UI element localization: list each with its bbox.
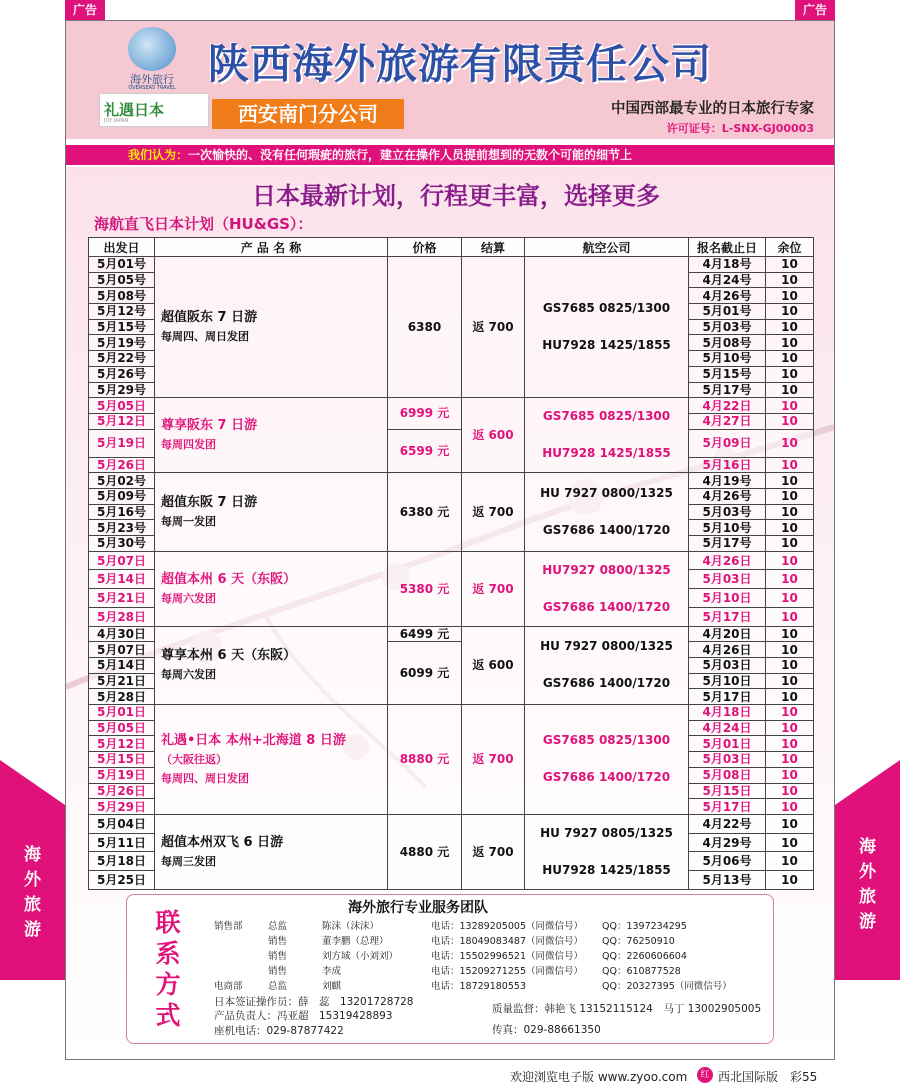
departure-date: 5月21日 xyxy=(89,589,155,608)
deadline: 5月15号 xyxy=(689,366,766,382)
departure-date: 5月02号 xyxy=(89,473,155,489)
departure-date: 5月23号 xyxy=(89,520,155,536)
fax-number: 传真：029-88661350 xyxy=(492,1024,601,1036)
seats-left: 10 xyxy=(766,457,814,473)
footer-badge: 红 xyxy=(697,1067,713,1083)
seats-left: 10 xyxy=(766,520,814,536)
flight: HU7928 1425/1855 xyxy=(542,446,671,461)
table-row xyxy=(89,551,814,570)
column-header: 价格 xyxy=(388,238,462,257)
advertisement-page xyxy=(65,20,835,1060)
settlement: 返 600 xyxy=(462,626,525,704)
settlement: 返 700 xyxy=(462,551,525,626)
departure-date: 5月05号 xyxy=(89,272,155,288)
staff-name: 陈沫（沫沫） xyxy=(322,921,380,932)
price: 6499 元 xyxy=(388,626,462,642)
deadline: 5月03日 xyxy=(689,752,766,768)
product-name-cell xyxy=(155,551,388,626)
side-right-char: 游 xyxy=(859,912,876,932)
airline-cell xyxy=(525,814,689,889)
deadline: 5月03日 xyxy=(689,658,766,674)
seats-left: 10 xyxy=(766,413,814,429)
departure-date: 5月26日 xyxy=(89,783,155,799)
seats-left: 10 xyxy=(766,736,814,752)
motto-lead: 我们认为： xyxy=(128,148,189,162)
seats-left: 10 xyxy=(766,607,814,626)
seats-left: 10 xyxy=(766,673,814,689)
departure-date: 5月28日 xyxy=(89,607,155,626)
deadline: 4月27日 xyxy=(689,413,766,429)
departure-date: 5月09号 xyxy=(89,488,155,504)
product-name-cell xyxy=(155,814,388,889)
product-name-cell xyxy=(155,398,388,473)
deadline: 4月20日 xyxy=(689,626,766,642)
seats-left: 10 xyxy=(766,658,814,674)
contact-label-char: 系 xyxy=(155,939,181,968)
side-left-char: 游 xyxy=(24,920,41,940)
departure-date: 5月01号 xyxy=(89,257,155,273)
settlement: 返 700 xyxy=(462,257,525,398)
departure-date: 5月30号 xyxy=(89,535,155,551)
departure-date: 5月12号 xyxy=(89,304,155,320)
departure-date: 5月08号 xyxy=(89,288,155,304)
price: 6380 元 xyxy=(388,473,462,551)
departure-date: 5月19日 xyxy=(89,429,155,457)
flight: HU7928 1425/1855 xyxy=(542,338,671,353)
staff-role: 销售 xyxy=(268,936,288,947)
settlement: 返 600 xyxy=(462,398,525,473)
table-row xyxy=(89,626,814,642)
license-number: 许可证号：L-SNX-GJ00003 xyxy=(666,122,814,135)
departure-date: 5月05日 xyxy=(89,720,155,736)
staff-name: 董李鹏（总理） xyxy=(322,936,389,947)
quality-supervisor: 质量监督：韩艳飞 13152115124 马丁 13002905005 xyxy=(492,1003,762,1015)
product-name: 超值本州 6 天（东阪） xyxy=(161,571,297,587)
product-name: 尊享阪东 7 日游 xyxy=(161,418,258,434)
staff-qq: QQ：76250910 xyxy=(602,936,675,947)
departure-date: 5月05日 xyxy=(89,398,155,414)
table-row xyxy=(89,398,814,414)
seats-left: 10 xyxy=(766,589,814,608)
departure-date: 5月22号 xyxy=(89,351,155,367)
product-name-cell xyxy=(155,626,388,704)
deadline: 5月10日 xyxy=(689,673,766,689)
product-name: 超值东阪 7 日游 xyxy=(161,494,258,510)
deadline: 5月10日 xyxy=(689,589,766,608)
product-schedule: 每周四、周日发团 xyxy=(161,771,249,785)
deadline: 5月03号 xyxy=(689,504,766,520)
contact-label-char: 式 xyxy=(155,1001,181,1030)
flight: HU7928 1425/1855 xyxy=(542,862,671,877)
flight: GS7686 1400/1720 xyxy=(542,676,671,691)
logo-subtitle: OVERSEAS TRAVEL xyxy=(128,85,176,91)
departure-date: 5月28日 xyxy=(89,689,155,705)
seats-left: 10 xyxy=(766,535,814,551)
product-schedule: 每周四、周日发团 xyxy=(161,330,249,344)
deadline: 4月26号 xyxy=(689,488,766,504)
company-name: 陕西海外旅游有限责任公司 xyxy=(208,40,712,88)
staff-phone: 电话：13289205005（同微信号） xyxy=(431,921,583,932)
price: 8880 元 xyxy=(388,705,462,815)
price: 4880 元 xyxy=(388,814,462,889)
staff-qq: QQ：20327395（同微信号） xyxy=(602,981,732,992)
departure-date: 5月26日 xyxy=(89,457,155,473)
ad-label-right: 广告 xyxy=(795,0,835,20)
seats-left: 10 xyxy=(766,720,814,736)
deadline: 4月18号 xyxy=(689,257,766,273)
departure-date: 5月25日 xyxy=(89,871,155,890)
main-title: 日本最新计划，行程更丰富，选择更多 xyxy=(252,182,660,210)
staff-qq: QQ：610877528 xyxy=(602,966,681,977)
staff-name: 刘麒 xyxy=(322,981,342,992)
seats-left: 10 xyxy=(766,473,814,489)
seats-left: 10 xyxy=(766,257,814,273)
deadline: 4月26日 xyxy=(689,642,766,658)
seats-left: 10 xyxy=(766,833,814,852)
seats-left: 10 xyxy=(766,429,814,457)
logo-name: 海外旅行 xyxy=(130,73,174,86)
departure-date: 5月11日 xyxy=(89,833,155,852)
column-header: 余位 xyxy=(766,238,814,257)
settlement: 返 700 xyxy=(462,814,525,889)
logo-swirl-icon xyxy=(128,27,176,71)
departure-date: 5月16号 xyxy=(89,504,155,520)
side-label-left xyxy=(0,843,65,943)
staff-phone: 电话：15209271255（同微信号） xyxy=(431,966,583,977)
product-name: 超值本州双飞 6 日游 xyxy=(161,834,284,850)
seats-left: 10 xyxy=(766,504,814,520)
deadline: 5月17日 xyxy=(689,689,766,705)
seats-left: 10 xyxy=(766,382,814,398)
side-right-char: 旅 xyxy=(859,887,876,907)
deadline: 4月18日 xyxy=(689,705,766,721)
seats-left: 10 xyxy=(766,351,814,367)
deadline: 4月26号 xyxy=(689,288,766,304)
product-name: 礼遇•日本 本州+北海道 8 日游 xyxy=(161,732,346,748)
deadline: 5月17日 xyxy=(689,799,766,815)
staff-name: 刘方域（小刘刘） xyxy=(322,951,399,962)
staff-phone: 电话：18729180553 xyxy=(431,981,526,992)
price: 6599 元 xyxy=(388,429,462,473)
airline-cell xyxy=(525,473,689,551)
deadline: 4月26日 xyxy=(689,551,766,570)
seats-left: 10 xyxy=(766,288,814,304)
departure-date: 4月30日 xyxy=(89,626,155,642)
airline-cell xyxy=(525,398,689,473)
departure-date: 5月19号 xyxy=(89,335,155,351)
deadline: 5月09日 xyxy=(689,429,766,457)
flight: GS7686 1400/1720 xyxy=(542,522,671,537)
staff-role: 总监 xyxy=(268,921,288,932)
staff-qq: QQ：2260606604 xyxy=(602,951,687,962)
seats-left: 10 xyxy=(766,814,814,833)
flight: GS7686 1400/1720 xyxy=(542,599,671,614)
column-header: 结算 xyxy=(462,238,525,257)
tagline: 中国西部最专业的日本旅行专家 xyxy=(611,101,814,117)
table-row xyxy=(89,473,814,489)
contact-label-char: 方 xyxy=(155,970,181,999)
seats-left: 10 xyxy=(766,366,814,382)
deadline: 5月01日 xyxy=(689,736,766,752)
seats-left: 10 xyxy=(766,398,814,414)
departure-date: 5月01日 xyxy=(89,705,155,721)
departure-date: 5月07日 xyxy=(89,642,155,658)
table-body xyxy=(89,257,814,890)
product-schedule: 每周一发团 xyxy=(161,514,216,528)
product-route: （大阪往返） xyxy=(161,752,227,766)
seats-left: 10 xyxy=(766,752,814,768)
staff-role: 总监 xyxy=(268,981,288,992)
departure-date: 5月15号 xyxy=(89,319,155,335)
product-schedule: 每周三发团 xyxy=(161,854,216,868)
side-left-char: 海 xyxy=(24,845,41,865)
deadline: 5月17号 xyxy=(689,382,766,398)
settlement: 返 700 xyxy=(462,705,525,815)
staff-role: 销售 xyxy=(268,951,288,962)
deadline: 5月08号 xyxy=(689,335,766,351)
product-name-cell xyxy=(155,257,388,398)
table-row xyxy=(89,814,814,833)
flight: GS7685 0825/1300 xyxy=(542,733,671,748)
flight: HU 7927 0805/1325 xyxy=(540,825,673,840)
deadline: 5月16日 xyxy=(689,457,766,473)
staff-phone: 电话：15502996521（同微信号） xyxy=(431,951,583,962)
motto-text: 一次愉快的、没有任何瑕疵的旅行，建立在操作人员提前想到的无数个可能的细节上 xyxy=(188,148,633,162)
departure-date: 5月29号 xyxy=(89,382,155,398)
ad-label-left: 广告 xyxy=(65,0,105,20)
deadline: 5月06号 xyxy=(689,852,766,871)
settlement: 返 700 xyxy=(462,473,525,551)
flight: HU 7927 0800/1325 xyxy=(540,639,673,654)
table-row xyxy=(89,257,814,273)
branch-name: 西安南门分公司 xyxy=(212,99,404,129)
seats-left: 10 xyxy=(766,551,814,570)
staff-phone: 电话：18049083487（同微信号） xyxy=(431,936,583,947)
brand-logo-text: 礼遇日本 xyxy=(104,101,165,119)
flight: HU 7927 0800/1325 xyxy=(540,485,673,500)
column-header: 产 品 名 称 xyxy=(155,238,388,257)
side-left-char: 旅 xyxy=(24,895,41,915)
column-header: 出发日 xyxy=(89,238,155,257)
departure-date: 5月04日 xyxy=(89,814,155,833)
seats-left: 10 xyxy=(766,335,814,351)
staff-dept: 电商部 xyxy=(214,981,243,992)
staff-name: 李成 xyxy=(322,966,342,977)
departure-date: 5月21日 xyxy=(89,673,155,689)
product-name-cell xyxy=(155,473,388,551)
seats-left: 10 xyxy=(766,767,814,783)
seats-left: 10 xyxy=(766,319,814,335)
deadline: 5月13号 xyxy=(689,871,766,890)
deadline: 4月24号 xyxy=(689,272,766,288)
seats-left: 10 xyxy=(766,304,814,320)
seats-left: 10 xyxy=(766,272,814,288)
sub-title: 海航直飞日本计划（HU&GS）： xyxy=(94,215,313,233)
product-schedule: 每周六发团 xyxy=(161,591,216,605)
staff-qq: QQ：1397234295 xyxy=(602,921,687,932)
column-header: 报名截止日 xyxy=(689,238,766,257)
deadline: 5月10号 xyxy=(689,351,766,367)
seats-left: 10 xyxy=(766,783,814,799)
airline-cell xyxy=(525,551,689,626)
side-label-right xyxy=(835,835,900,935)
side-right-char: 外 xyxy=(859,862,876,882)
deadline: 5月01号 xyxy=(689,304,766,320)
seats-left: 10 xyxy=(766,689,814,705)
deadline: 5月10号 xyxy=(689,520,766,536)
departure-date: 5月26号 xyxy=(89,366,155,382)
seats-left: 10 xyxy=(766,642,814,658)
visa-operator: 日本签证操作员：薛 蕊 13201728728 xyxy=(214,996,414,1008)
deadline: 5月15日 xyxy=(689,783,766,799)
price: 5380 元 xyxy=(388,551,462,626)
product-name: 尊享本州 6 天（东阪） xyxy=(161,648,297,664)
deadline: 5月17日 xyxy=(689,607,766,626)
motto-banner xyxy=(66,145,834,165)
deadline: 5月08日 xyxy=(689,767,766,783)
footer-edition: 西北国际版 彩55 xyxy=(718,1070,818,1084)
airline-cell xyxy=(525,705,689,815)
airline-cell xyxy=(525,626,689,704)
deadline: 4月22号 xyxy=(689,814,766,833)
deadline: 4月29号 xyxy=(689,833,766,852)
price: 6999 元 xyxy=(388,398,462,429)
seats-left: 10 xyxy=(766,799,814,815)
departure-date: 5月14日 xyxy=(89,658,155,674)
flight: GS7686 1400/1720 xyxy=(542,770,671,785)
departure-date: 5月15日 xyxy=(89,752,155,768)
contact-label-char: 联 xyxy=(155,908,181,937)
staff-dept: 销售部 xyxy=(214,921,243,932)
deadline: 5月03号 xyxy=(689,319,766,335)
departure-date: 5月14日 xyxy=(89,570,155,589)
price: 6380 xyxy=(388,257,462,398)
departure-date: 5月07日 xyxy=(89,551,155,570)
column-header: 航空公司 xyxy=(525,238,689,257)
product-manager: 产品负责人：冯亚超 15319428893 xyxy=(214,1010,393,1022)
deadline: 4月22日 xyxy=(689,398,766,414)
seats-left: 10 xyxy=(766,852,814,871)
side-right-char: 海 xyxy=(859,837,876,857)
price: 6099 元 xyxy=(388,642,462,705)
flight: GS7685 0825/1300 xyxy=(542,409,671,424)
product-schedule: 每周四发团 xyxy=(161,438,216,452)
flight: HU7927 0800/1325 xyxy=(542,562,671,577)
contact-heading: 海外旅行专业服务团队 xyxy=(348,900,488,916)
airline-cell xyxy=(525,257,689,398)
product-schedule: 每周六发团 xyxy=(161,668,216,682)
table-row xyxy=(89,705,814,721)
flight: GS7685 0825/1300 xyxy=(542,301,671,316)
staff-role: 销售 xyxy=(268,966,288,977)
brand-logo-tiny-text: JOY JAPAN xyxy=(104,118,129,124)
seats-left: 10 xyxy=(766,705,814,721)
schedule-table xyxy=(88,237,814,890)
side-left-char: 外 xyxy=(24,870,41,890)
departure-date: 5月19日 xyxy=(89,767,155,783)
contact-label xyxy=(148,907,188,1031)
departure-date: 5月18日 xyxy=(89,852,155,871)
seats-left: 10 xyxy=(766,488,814,504)
product-name-cell xyxy=(155,705,388,815)
deadline: 4月24日 xyxy=(689,720,766,736)
table-header-row xyxy=(89,238,814,257)
departure-date: 5月12日 xyxy=(89,413,155,429)
deadline: 5月03日 xyxy=(689,570,766,589)
office-phone: 座机电话：029-87877422 xyxy=(214,1025,344,1037)
seats-left: 10 xyxy=(766,626,814,642)
deadline: 4月19号 xyxy=(689,473,766,489)
departure-date: 5月29日 xyxy=(89,799,155,815)
product-name: 超值阪东 7 日游 xyxy=(161,310,258,326)
seats-left: 10 xyxy=(766,570,814,589)
deadline: 5月17号 xyxy=(689,535,766,551)
seats-left: 10 xyxy=(766,871,814,890)
departure-date: 5月12日 xyxy=(89,736,155,752)
footer-website: 欢迎浏览电子版 www.zyoo.com xyxy=(510,1070,688,1084)
